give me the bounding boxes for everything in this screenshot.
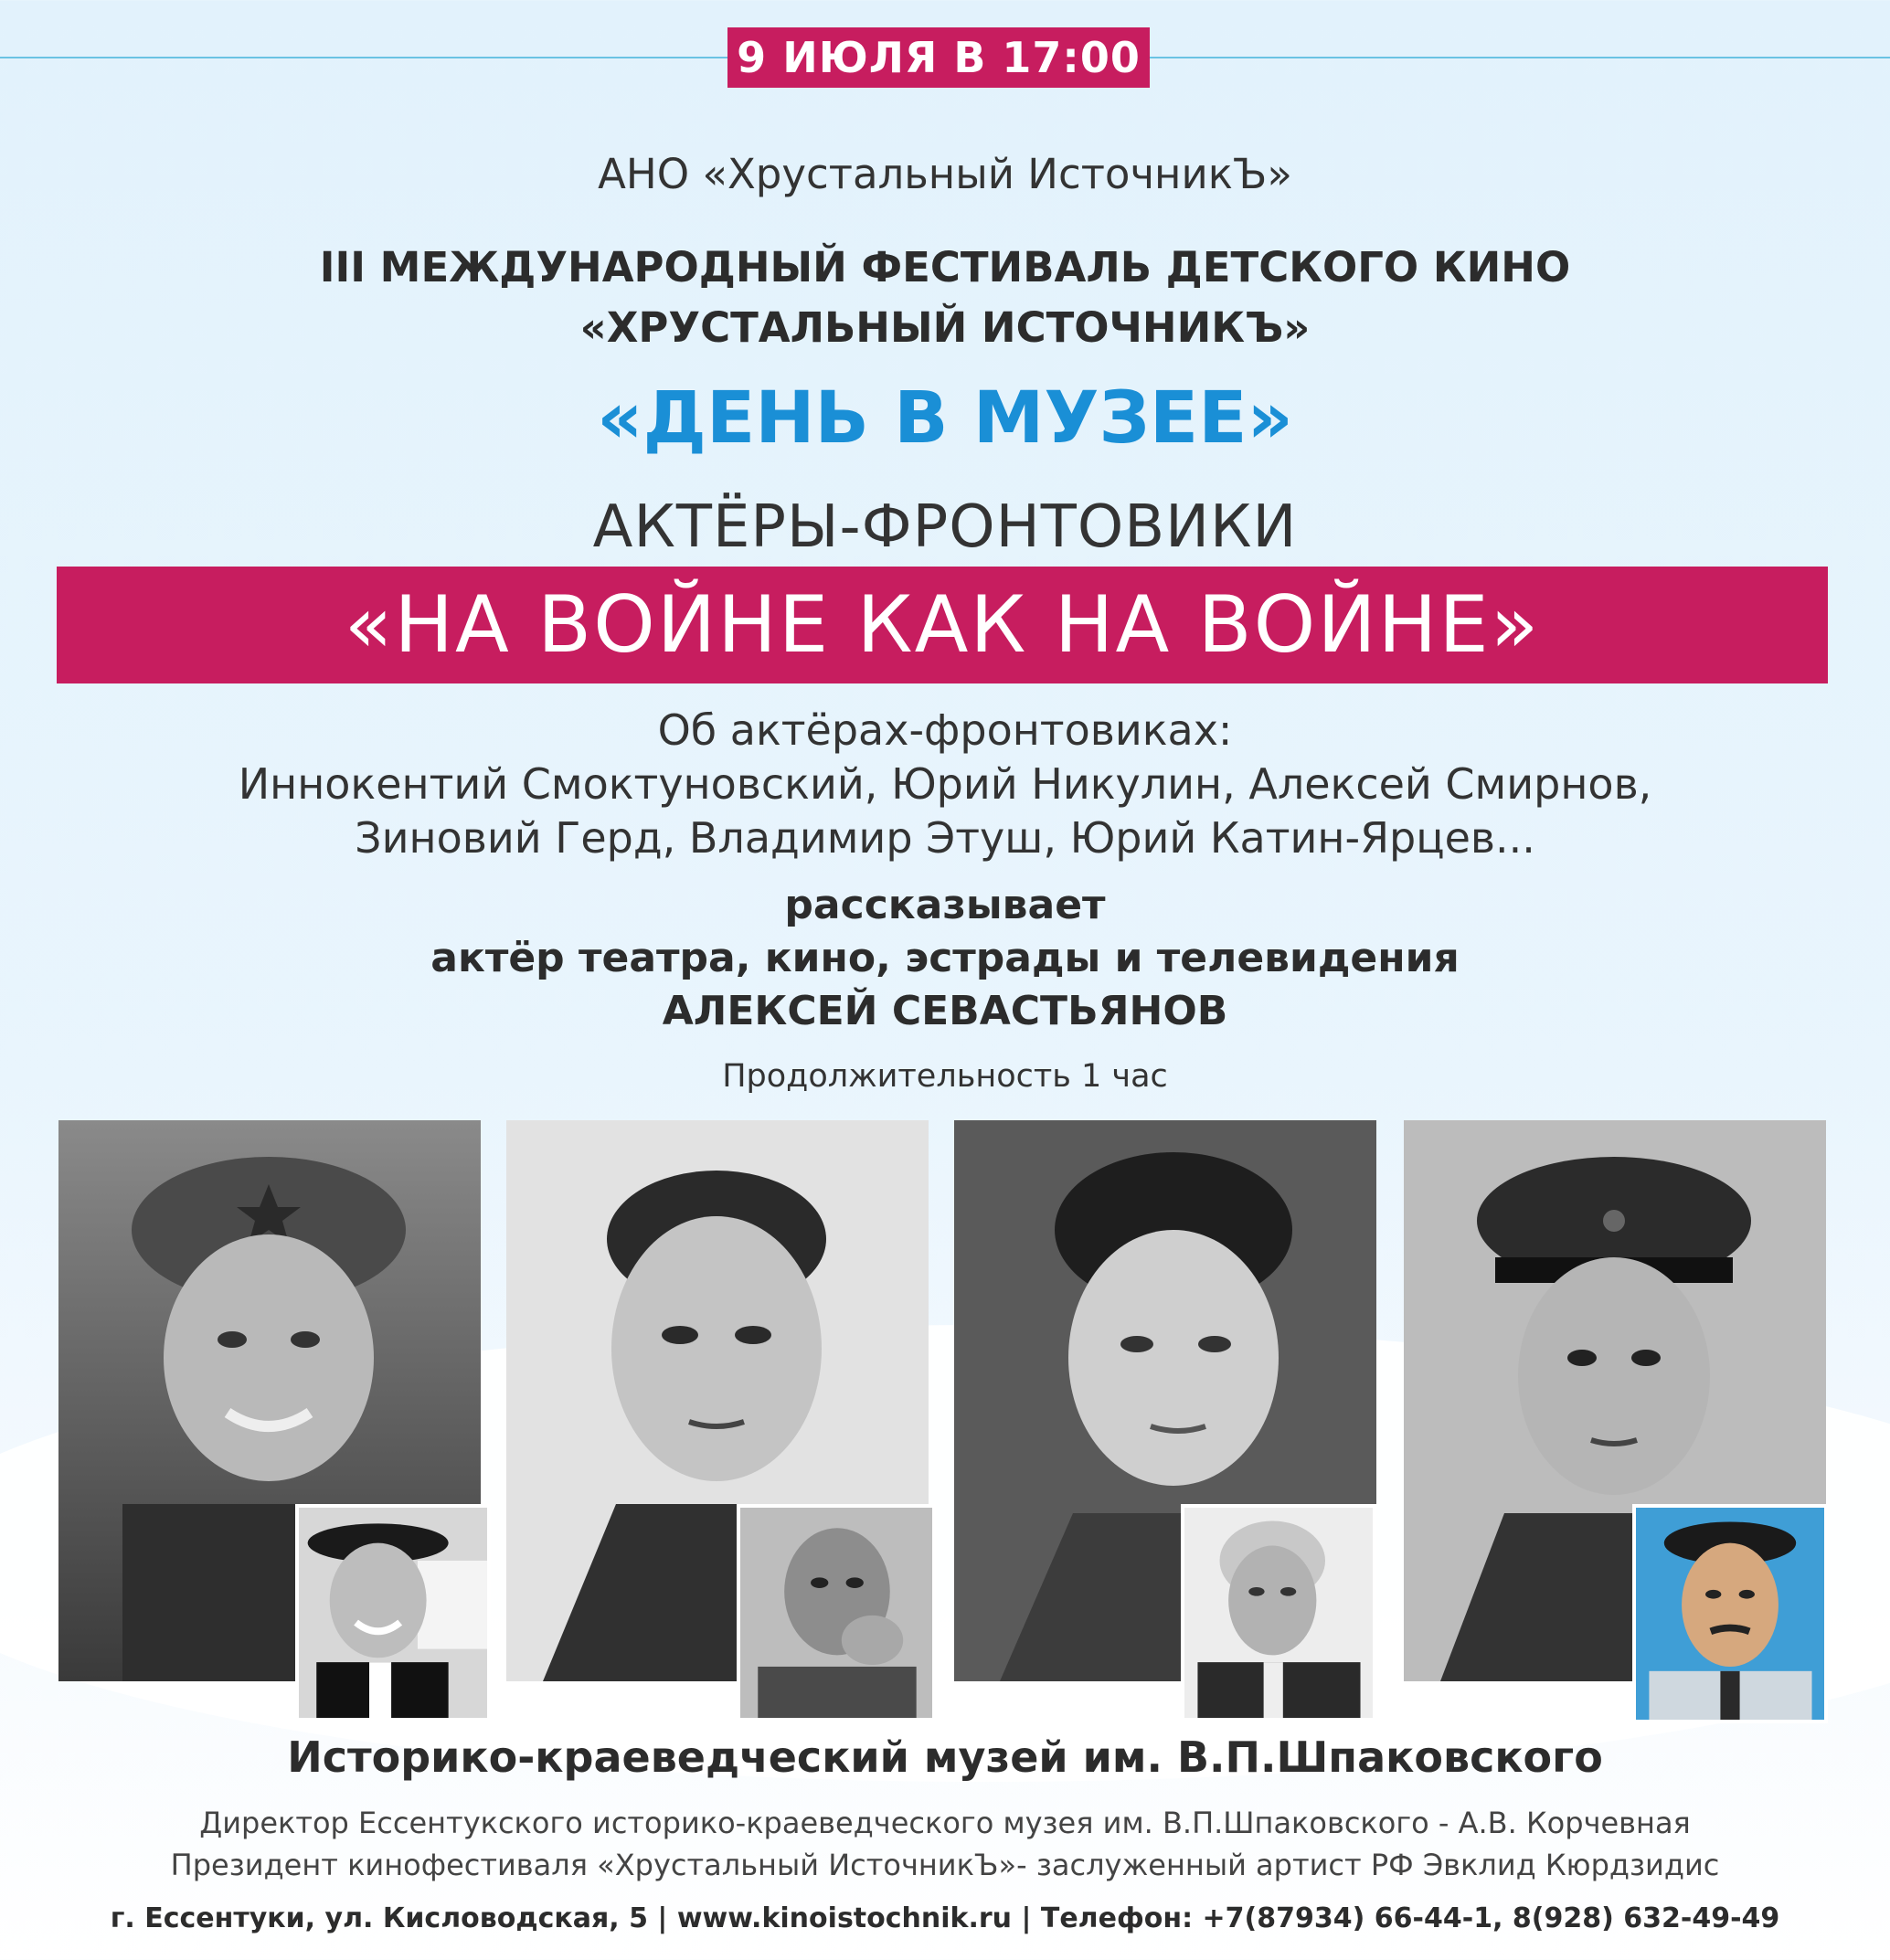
- inset-photo-1: [295, 1504, 491, 1722]
- narrator-line-3: АЛЕКСЕЙ СЕВАСТЬЯНОВ: [662, 988, 1228, 1034]
- main-title-banner: [57, 567, 1828, 683]
- festival-line-1: III МЕЖДУНАРОДНЫЙ ФЕСТИВАЛЬ ДЕТСКОГО КИНО: [319, 243, 1571, 291]
- duration: Продолжительность 1 час: [722, 1058, 1168, 1095]
- festival-line-2: «ХРУСТАЛЬНЫЙ ИСТОЧНИКЪ»: [579, 303, 1311, 352]
- festival-title: [0, 238, 1890, 358]
- narrator-line-2: актёр театра, кино, эстрады и телевидения: [430, 935, 1460, 981]
- inset-photo-2: [737, 1504, 936, 1722]
- inset-photo-3: [1181, 1504, 1376, 1722]
- about-actors: [0, 704, 1890, 865]
- museum-name: Историко-краеведческий музей им. В.П.Шпаковского: [287, 1732, 1603, 1782]
- credits-line-2: Президент кинофестиваля «Хрустальный ИсточникЪ»- заслуженный артист РФ Эвклид Кюрдзидис: [170, 1848, 1720, 1882]
- footer-contacts: г. Ессентуки, ул. Кисловодская, 5 | www.kinoistochnik.ru | Телефон: +7(87934) 66-44-1, 8(928) 632-49-49: [110, 1902, 1780, 1934]
- about-line-1: Об актёрах-фронтовиках:: [657, 705, 1233, 755]
- narrator-block: [0, 879, 1890, 1038]
- organizer: АНО «Хрустальный ИсточникЪ»: [598, 150, 1292, 198]
- credits: [0, 1802, 1890, 1886]
- date-badge: 9 ИЮЛЯ В 17:00: [727, 27, 1150, 88]
- about-line-2: Иннокентий Смоктуновский, Юрий Никулин, Алексей Смирнов,: [238, 759, 1652, 809]
- narrator-line-1: рассказывает: [784, 882, 1106, 928]
- about-line-3: Зиновий Герд, Владимир Этуш, Юрий Катин-Ярцев...: [355, 813, 1535, 863]
- main-title: «НА ВОЙНЕ КАК НА ВОЙНЕ»: [344, 579, 1541, 671]
- event-title: «ДЕНЬ В МУЗЕЕ»: [597, 377, 1293, 460]
- inset-photo-4: [1632, 1504, 1828, 1723]
- credits-line-1: Директор Ессентукского историко-краеведческого музея им. В.П.Шпаковского - А.В. Корчевная: [199, 1806, 1691, 1840]
- category-heading: АКТЁРЫ-ФРОНТОВИКИ: [592, 493, 1298, 561]
